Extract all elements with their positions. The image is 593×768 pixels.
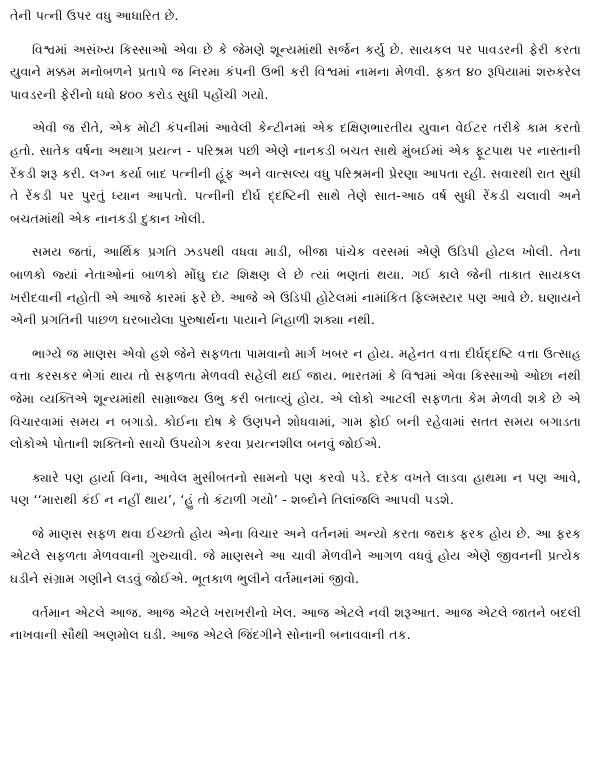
paragraph-1: તેની પત્ની ઉપર વધુ આધારિત છે. bbox=[10, 8, 179, 23]
paragraph-7: જે માણસ સફળ થવા ઈચ્છતો હોય એના વિચાર અને વર્તનમાં અન્યો કરતા જરાક ફરક હોય છે. આ ફરક એટલે સફળતા મેળવવાની ગુરુચાવી. જે માણસને આ ચાવી મેળવીને આગળ વધવું હોય એણે જીવનની પ્રત્યેક ઘડીને સંગ્રામ ગણીને લડવું જોઈએ. ભૂતકાળ ભુલીને વર્તમાનમાં જીવો. bbox=[10, 525, 581, 587]
paragraph-5: ભાગ્યે જ માણસ એવો હશે જેને સફળતા પામવાનો માર્ગ ખબર ન હોય. મહેનત વત્તા દીર્ઘદ્દષ્ટિ વત્તા ઉત્સાહ વત્તા કરસકર ભેગાં થાય તો સફળતા મેળવવી સહેલી થઈ જાય. ભારતમાં કે વિશ્વમાં એવા કિસ્સાઓ ઓછા નથી જેમા વ્યક્તિએ શૂન્યમાંથી સામ્રાજ્ય ઉભુ કરી બતાવ્યું હોય. એ લોકો આટલી સફળતા કેમ મેળવી શકે છે એ વિચારવામાં સમય ન બગાડો. કોઈના દોષ કે ઉણપને શોધવામાં, ગામ ફોઈ બની રહેવામાં સતત સમય બગાડતા લોકોએ પોતાની શક્તિનો સાચો ઉપયોગ કરવા પ્રયત્નશીલ બનવું જોઈએ. bbox=[10, 345, 581, 452]
paragraph-6: ક્યારે પણ હાર્યા વિના, આવેલ મુસીબતનો સામનો પણ કરવો પડે. દરેક વખતે લાડવા હાથમા ન પણ આવે, પણ ‘‘મારાથી કંઈ ન નહીં થાય’, ‘હું તો કંટાળી ગયો’ - શબ્દોને તિલાંજલિ આપવી પડશે. bbox=[10, 469, 581, 508]
paragraph-8: વર્તમાન એટલે આજ. આજ એટલે ખરાખરીનો ખેલ. આજ એટલે નવી શરૂઆત. આજ એટલે જાતને બદલી નાખવાની સૌથી અણમોલ ઘડી. આજ એટલે જિંદગીને સોનાની બનાવવાની તક. bbox=[10, 604, 581, 643]
paragraph-2: વિશ્વમાં અસંખ્ય કિસ્સાઓ એવા છે કે જેમણે શૂન્યમાંથી સર્જન કર્યુ છે. સાયકલ પર પાવડરની ફેરી કરતા યુવાને મક્કમ મનોબળને પ્રતાપે જ નિરમા કંપની ઉભી કરી વિશ્વમાં નામના મેળવી. ફક્ત ૪૦ રૂપિયામાં શરુકરેલ પાવડરની ફેરીનો ધધો ૪૦૦ કરોડ સુધી પહોંચી ગયો. bbox=[10, 41, 581, 102]
paragraph-4: સમય જતાં, આર્થિક પ્રગતિ ઝડપથી વધવા માડી, બીજા પાંચેક વરસમાં એણે ઉડિપી હોટલ ખોલી. તેના બાળકો જ્યાં નેતાઓનાં બાળકો મોંઘુ દાટ શિક્ષણ લે છે ત્યાં ભણતાં થયા. ગઈ કાલે જેની તાકાત સાયકલ ખરીદવાની નહોતી એ આજે કારમાં ફરે છે. આજે એ ઉડિપી હોટેલમાં નામાંકિત ફિલ્મસ્ટાર પણ આવે છે. ઘણાયને એની પ્રગતિની પાછળ ઘરબાયેલા પુરુષાર્થના પાયાને નિહાળી શક્યા નથી. bbox=[10, 244, 581, 328]
paragraph-3: એવી જ રીતે, એક મોટી કંપનીમાં આવેલી કેન્ટીનમાં એક દક્ષિણભારતીય યુવાન વેઈટર તરીકે કામ કરતો હતો. સાતેક વર્ષના અથાગ પ્રયત્ન - પરિશ્રમ પછી એણે નાનકડી બચત સાથે મુંબઈમાં એક ફૂટપાથ પર નાસ્તાની રેંકડી શરૂ કરી. લગ્ન કર્યા બાદ પત્નીની હૂંફ અને વાત્સલ્ય વધુ પરિશ્રમની પ્રેરણા આપતા રહી. સવારથી રાત સુધી તે રેંકડી પર પુરતું ધ્યાન આપતો. પત્નીની દીર્ઘ દ્દષ્ટિની સાથે તેણે સાત-આઠ વર્ષ સુધી રેંકડી ચલાવી અને બચતમાંથી એક નાનકડી દુકાન ખોલી. bbox=[10, 120, 581, 226]
